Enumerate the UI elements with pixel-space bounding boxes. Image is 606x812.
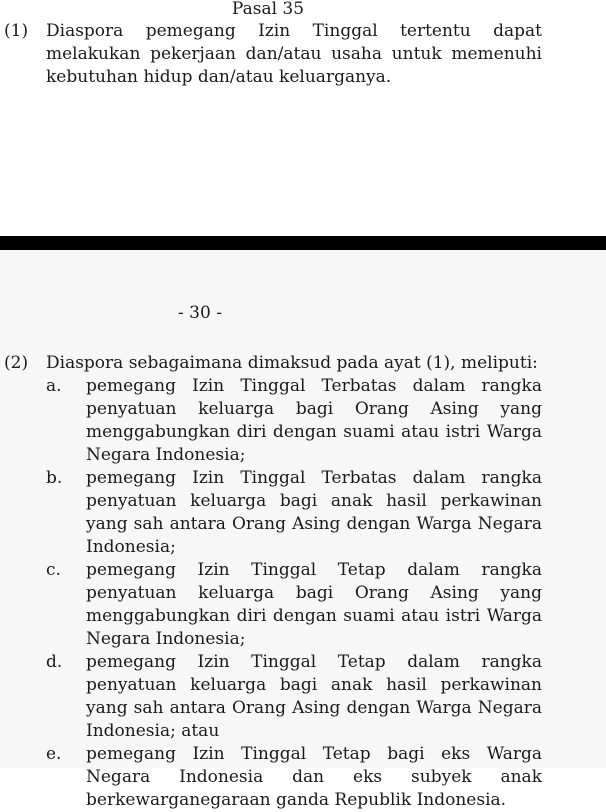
page-number: - 30 - xyxy=(178,303,222,323)
list-item-c xyxy=(0,559,606,651)
item-text: pemegang Izin Tinggal Tetap bagi eks Warga Negara Indonesia dan eks subyek anak berkewarganegaraan ganda Republik Indonesia. xyxy=(86,744,542,810)
ayat-2-number: (2) xyxy=(4,353,29,373)
ayat-1-number: (1) xyxy=(4,21,29,41)
item-text: pemegang Izin Tinggal Tetap dalam rangka penyatuan keluarga bagi Orang Asing yang menggabungkan diri dengan suami atau istri Warga Negara Indonesia; xyxy=(86,560,542,649)
item-letter: b. xyxy=(46,468,63,488)
article-title: Pasal 35 xyxy=(231,0,305,19)
ayat-2-items-list xyxy=(0,375,606,812)
item-letter: d. xyxy=(46,652,63,672)
list-item-b xyxy=(0,467,606,559)
list-item-d xyxy=(0,651,606,743)
item-letter: e. xyxy=(46,744,62,764)
ayat-1-text: Diaspora pemegang Izin Tinggal tertentu dapat melakukan pekerjaan dan/atau usaha untuk memenuhi kebutuhan hidup dan/atau keluarganya. xyxy=(46,21,542,87)
item-text: pemegang Izin Tinggal Terbatas dalam rangka penyatuan keluarga bagi anak hasil perkawinan yang sah antara Orang Asing dengan Warga Negara Indonesia; xyxy=(86,468,542,557)
page-break-divider xyxy=(0,236,606,250)
item-text: pemegang Izin Tinggal Terbatas dalam rangka penyatuan keluarga bagi Orang Asing yang menggabungkan diri dengan suami atau istri Warga Negara Indonesia; xyxy=(86,376,542,465)
item-letter: c. xyxy=(46,560,61,580)
item-letter: a. xyxy=(46,376,62,396)
ayat-2-text: Diaspora sebagaimana dimaksud pada ayat (1), meliputi: xyxy=(46,353,538,373)
item-text: pemegang Izin Tinggal Tetap dalam rangka penyatuan keluarga bagi anak hasil perkawinan yang sah antara Orang Asing dengan Warga Negara Indonesia; atau xyxy=(86,652,542,741)
list-item-e xyxy=(0,743,606,812)
document-page-bottom xyxy=(0,250,606,810)
list-item-a xyxy=(0,375,606,467)
document-page-top xyxy=(0,0,606,236)
